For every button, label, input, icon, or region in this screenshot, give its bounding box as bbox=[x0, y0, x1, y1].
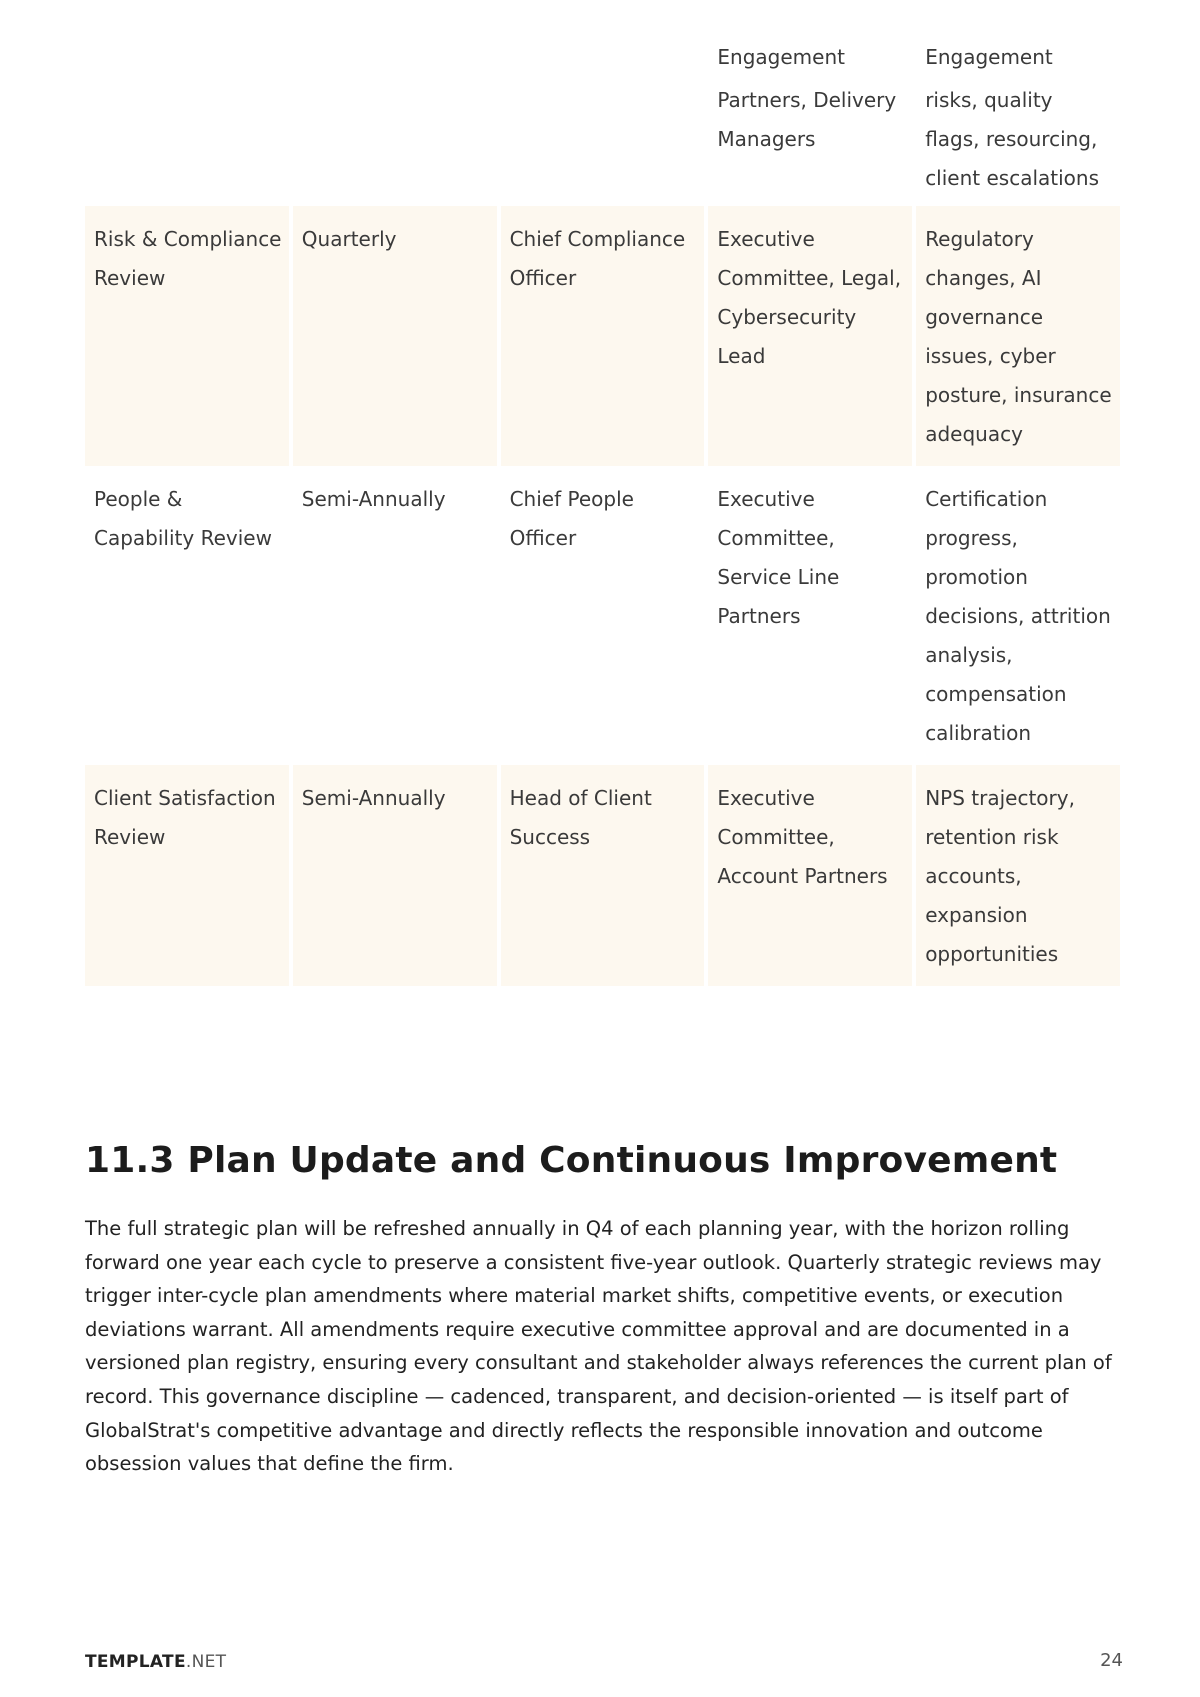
cell-line: Managers bbox=[717, 127, 816, 151]
cell-owner: Head of Client Success bbox=[501, 765, 705, 986]
footer-brand-logo bbox=[85, 1652, 226, 1672]
table-cell bbox=[501, 0, 705, 206]
cell-participants: Executive Committee, Service Line Partners bbox=[717, 487, 840, 628]
cell-line: client escalations bbox=[925, 166, 1099, 190]
clipped-line: Engagement bbox=[717, 45, 845, 69]
cell-focus: Regulatory changes, AI governance issues, cyber posture, insurance adequacy bbox=[916, 206, 1120, 466]
cell-review: Client Satisfaction Review bbox=[85, 765, 289, 986]
table-row-partial bbox=[85, 0, 1120, 206]
clipped-line: Engagement bbox=[925, 45, 1053, 69]
cell-participants: Executive Committee, Legal, Cybersecurity Lead bbox=[708, 206, 912, 466]
cell-owner: Chief Compliance Officer bbox=[501, 206, 705, 466]
table-row bbox=[85, 466, 1120, 765]
cell-owner: Chief People Officer bbox=[509, 487, 634, 550]
page-number: 24 bbox=[1100, 1650, 1123, 1671]
brand-suffix: .NET bbox=[185, 1652, 227, 1672]
cell-participants: Executive Committee, Account Partners bbox=[708, 765, 912, 986]
table-cell bbox=[293, 0, 497, 206]
cell-line: Partners, Delivery bbox=[717, 88, 897, 112]
cell-frequency: Semi-Annually bbox=[301, 487, 446, 511]
governance-table-wrapper bbox=[85, 0, 1120, 990]
governance-review-table bbox=[81, 0, 1124, 986]
cell-line: flags, resourcing, bbox=[925, 127, 1098, 151]
section-heading: 11.3 Plan Update and Continuous Improvement bbox=[85, 1140, 1058, 1181]
cell-line: risks, quality bbox=[925, 88, 1053, 112]
table-row bbox=[85, 206, 1120, 466]
cell-frequency: Quarterly bbox=[293, 206, 497, 466]
brand-name: TEMPLATE bbox=[85, 1652, 186, 1672]
cell-review: Risk & Compliance Review bbox=[85, 206, 289, 466]
section-paragraph: The full strategic plan will be refreshed annually in Q4 of each planning year, with the horizon rolling forward one year each cycle to preserve a consistent five-year outlook. Quarterly strategic reviews may trigger inter-cycle plan amendments where material market shifts, competitive events, or execution deviations warrant. All amendments require executive committee approval and are documented in a versioned plan registry, ensuring every consultant and stakeholder always references the current plan of record. This governance discipline — cadenced, transparent, and decision-oriented — is itself part of GlobalStrat's competitive advantage and directly reflects the responsible innovation and outcome obsession values that define the firm. bbox=[85, 1217, 1112, 1476]
table-cell bbox=[85, 0, 289, 206]
table-cell-focus bbox=[916, 0, 1120, 206]
cell-review: People & Capability Review bbox=[94, 487, 272, 550]
cell-frequency: Semi-Annually bbox=[293, 765, 497, 986]
cell-focus: Certification progress, promotion decisions, attrition analysis, compensation calibration bbox=[925, 487, 1111, 745]
table-row bbox=[85, 765, 1120, 986]
cell-focus: NPS trajectory, retention risk accounts, expansion opportunities bbox=[916, 765, 1120, 986]
table-cell-participants bbox=[708, 0, 912, 206]
